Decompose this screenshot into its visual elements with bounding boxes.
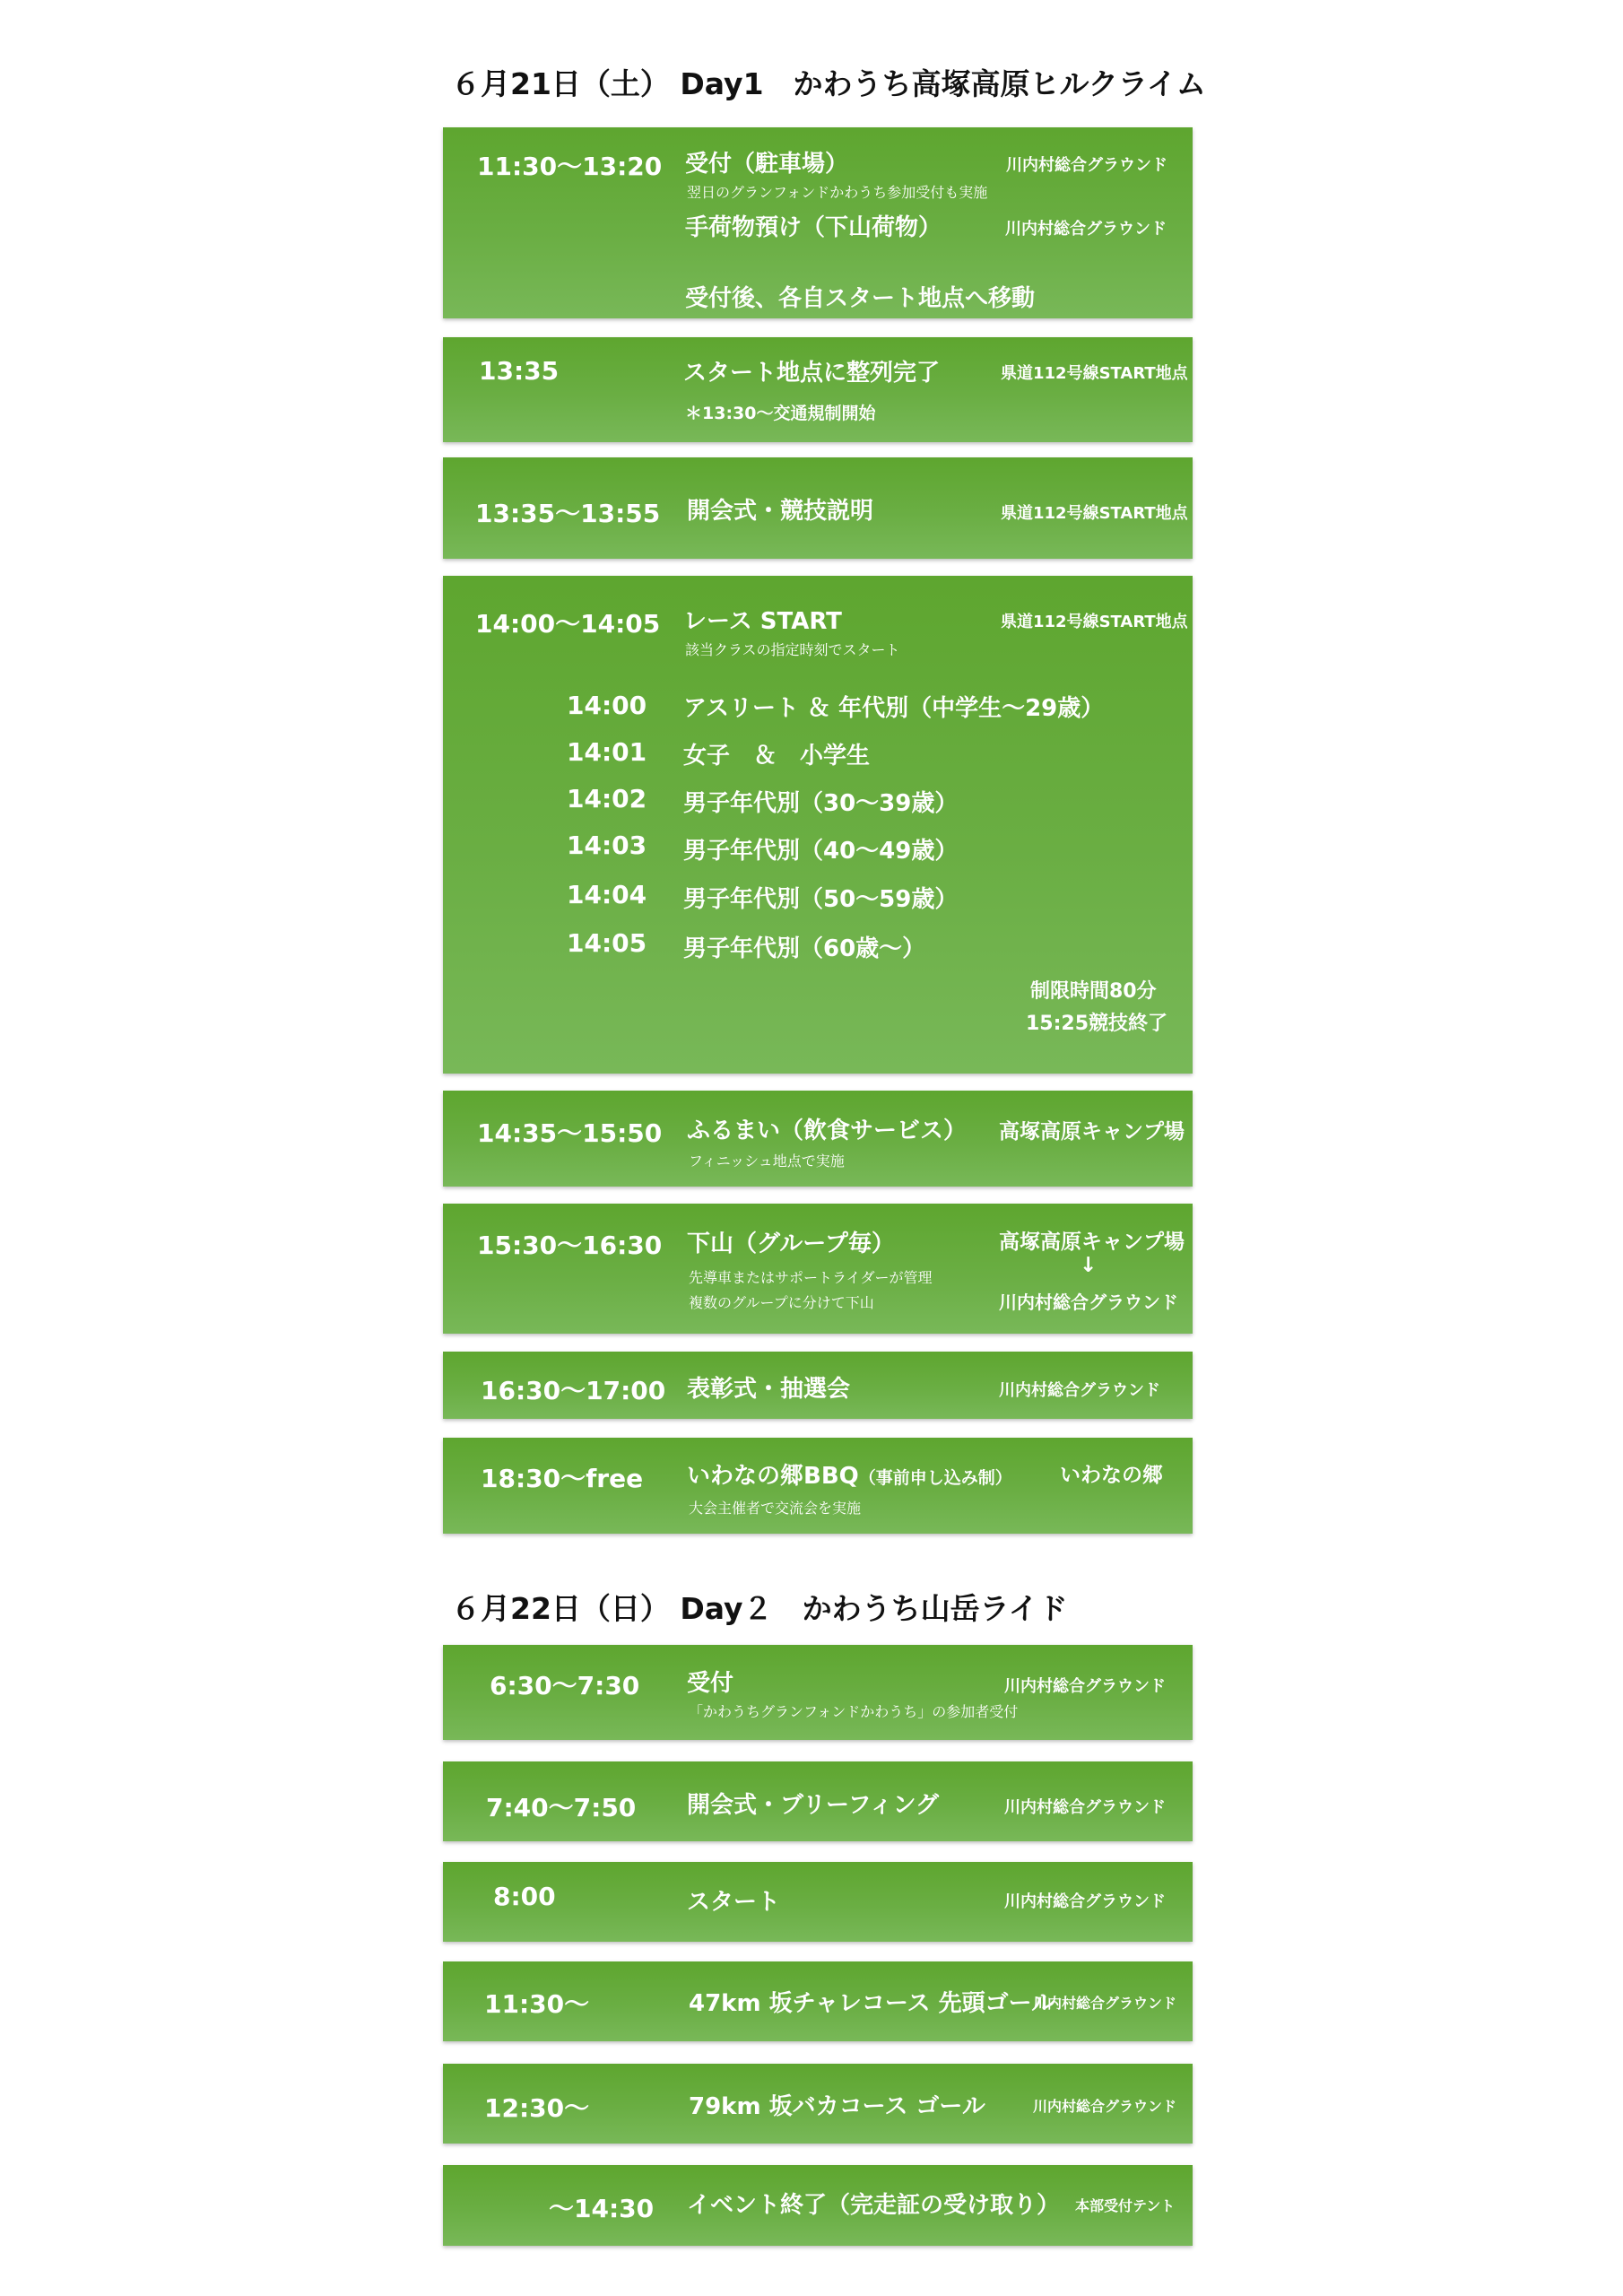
event-title: 開会式・ブリーフィング	[687, 1792, 940, 1819]
location-to: 川内村総合グラウンド	[999, 1292, 1178, 1313]
event-title-main: いわなの郷BBQ	[687, 1463, 859, 1490]
location-from: 高塚高原キャンプ場	[999, 1231, 1185, 1254]
event-title	[687, 1457, 1012, 1491]
block-time: 11:30〜13:20	[477, 152, 663, 181]
wave-class: 女子 ＆ 小学生	[683, 743, 871, 770]
wave-time: 14:04	[567, 880, 647, 909]
event-title: レース START	[683, 608, 842, 635]
event-location: 県道112号線START地点	[1001, 504, 1188, 523]
event-location: 川内村総合グラウンド	[1006, 156, 1167, 175]
time-limit: 制限時間80分	[1030, 980, 1157, 1003]
schedule-block-opening	[443, 457, 1193, 559]
event-note: 先導車またはサポートライダーが管理	[689, 1269, 933, 1286]
event-location: 川内村総合グラウンド	[1004, 1798, 1166, 1817]
wave-time: 14:05	[567, 928, 647, 958]
wave-class: アスリート ＆ 年代別（中学生〜29歳）	[683, 695, 1105, 722]
event-location: 川内村総合グラウンド	[1004, 1677, 1166, 1696]
block-time: 7:40〜7:50	[486, 1793, 637, 1822]
event-title: 47km 坂チャレコース 先頭ゴール	[689, 1990, 1055, 2017]
event-location: 川内村総合グラウンド	[1033, 2098, 1177, 2115]
wave-class: 男子年代別（50〜59歳）	[683, 886, 959, 913]
event-note: 大会主催者で交流会を実施	[689, 1500, 862, 1517]
block-time: 〜14:30	[549, 2194, 655, 2223]
wave-time: 14:01	[567, 737, 647, 767]
block-time: 15:30〜16:30	[477, 1231, 663, 1260]
event-location: いわなの郷	[1060, 1464, 1163, 1487]
event-location: 川内村総合グラウンド	[1033, 1995, 1177, 2012]
event-title: イベント終了（完走証の受け取り）	[687, 2192, 1061, 2219]
event-title: スタート	[687, 1889, 781, 1916]
schedule-block-refreshments	[443, 1091, 1193, 1187]
block-time: 13:35	[479, 356, 560, 386]
event-title: ふるまい（飲食サービス）	[687, 1118, 968, 1144]
day1-heading: ６月21日（土） Day1 かわうち高塚高原ヒルクライム	[451, 66, 1206, 101]
event-location: 本部受付テント	[1075, 2197, 1176, 2214]
event-title: 受付後、各自スタート地点へ移動	[685, 285, 1036, 312]
block-time: 14:00〜14:05	[475, 609, 661, 639]
block-time: 16:30〜17:00	[481, 1376, 666, 1405]
event-title: 開会式・競技説明	[687, 498, 874, 525]
schedule-block-registration	[443, 127, 1193, 318]
event-note: 翌日のグランフォンドかわうち参加受付も実施	[687, 184, 988, 201]
wave-class: 男子年代別（30〜39歳）	[683, 790, 959, 817]
event-note: 「かわうちグランフォンドかわうち」の参加者受付	[689, 1703, 1019, 1720]
event-note: 複数のグループに分けて下山	[689, 1294, 874, 1311]
schedule-block-day2-start	[443, 1862, 1193, 1942]
event-title: 79km 坂バカコース ゴール	[689, 2093, 985, 2120]
event-title: 下山（グループ毎）	[687, 1231, 895, 1257]
schedule-block-day2-goal-47km	[443, 1961, 1193, 2041]
schedule-block-day2-opening	[443, 1761, 1193, 1841]
race-end-time: 15:25競技終了	[1026, 1013, 1168, 1035]
event-title: 表彰式・抽選会	[687, 1376, 851, 1403]
wave-time: 14:02	[567, 784, 647, 813]
schedule-block-bbq	[443, 1438, 1193, 1534]
wave-class: 男子年代別（40〜49歳）	[683, 838, 959, 865]
event-title: 手荷物預け（下山荷物）	[685, 214, 942, 241]
block-time: 13:35〜13:55	[475, 499, 661, 528]
wave-class: 男子年代別（60歳〜）	[683, 935, 926, 962]
down-arrow-icon: ↓	[1080, 1254, 1098, 1277]
event-location: 川内村総合グラウンド	[999, 1381, 1160, 1400]
event-note: フィニッシュ地点で実施	[689, 1152, 845, 1170]
event-note: ＊13:30〜交通規制開始	[685, 404, 876, 423]
block-time: 12:30〜	[484, 2093, 590, 2123]
event-title: 受付	[687, 1670, 734, 1697]
schedule-block-awards	[443, 1352, 1193, 1419]
wave-time: 14:03	[567, 831, 647, 860]
event-title-suffix: （事前申し込み制）	[858, 1468, 1012, 1488]
event-note: 該当クラスの指定時刻でスタート	[685, 641, 900, 658]
schedule-block-lineup	[443, 337, 1193, 442]
block-time: 8:00	[493, 1882, 556, 1911]
wave-time: 14:00	[567, 691, 647, 720]
event-title: スタート地点に整列完了	[683, 360, 941, 387]
block-time: 6:30〜7:30	[490, 1671, 640, 1700]
event-location: 高塚高原キャンプ場	[999, 1120, 1185, 1144]
event-location: 県道112号線START地点	[1001, 364, 1188, 383]
schedule-block-descent	[443, 1204, 1193, 1334]
block-time: 14:35〜15:50	[477, 1118, 663, 1148]
schedule-block-day2-event-end	[443, 2165, 1193, 2246]
schedule-block-day2-registration	[443, 1645, 1193, 1740]
event-location: 川内村総合グラウンド	[1005, 220, 1167, 239]
day2-heading: ６月22日（日） Day２ かわうち山岳ライド	[451, 1591, 1068, 1626]
block-time: 11:30〜	[484, 1989, 590, 2019]
event-title: 受付（駐車場）	[685, 151, 849, 178]
event-location: 県道112号線START地点	[1001, 613, 1188, 631]
schedule-block-day2-goal-79km	[443, 2064, 1193, 2144]
event-location: 川内村総合グラウンド	[1004, 1892, 1166, 1911]
block-time: 18:30〜free	[481, 1464, 644, 1493]
schedule-block-race-start	[443, 576, 1193, 1074]
